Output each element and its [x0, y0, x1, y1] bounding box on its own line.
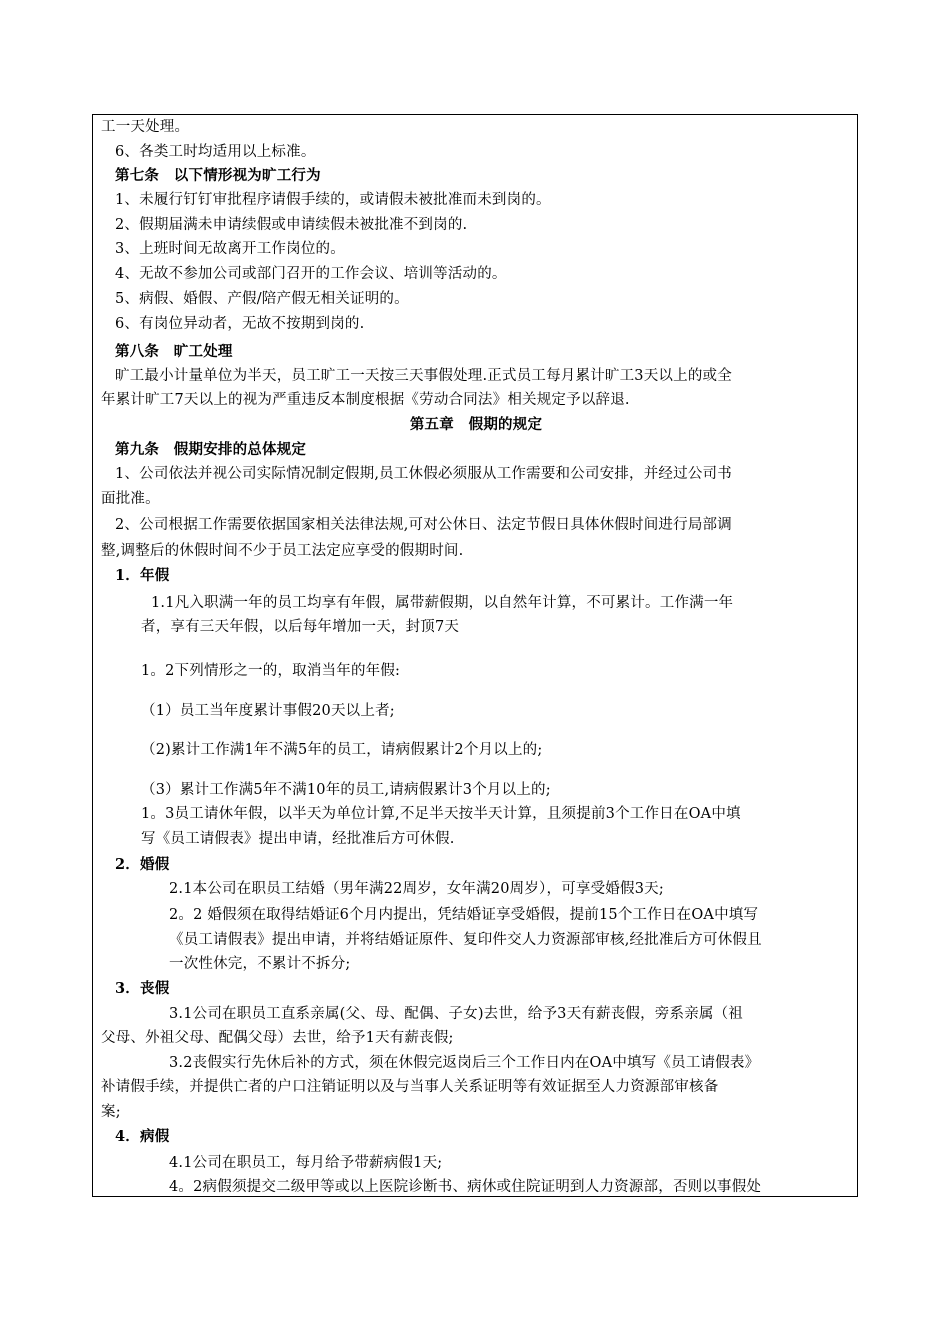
text-line: 3.2丧假实行先休后补的方式，须在休假完返岗后三个工作日内在OA中填写《员工请假表》	[169, 1055, 760, 1071]
section-heading: 2．婚假	[115, 856, 170, 873]
article-heading: 第八条 旷工处理	[115, 343, 233, 360]
text-line: 父母、外祖父母、配偶父母）去世，给予1天有薪丧假;	[101, 1030, 454, 1046]
section-heading: 3．丧假	[115, 980, 170, 997]
text-line: （1）员工当年度累计事假20天以上者;	[141, 703, 395, 719]
chapter-heading: 第五章 假期的规定	[409, 416, 543, 433]
text-line: 2.1本公司在职员工结婚（男年满22周岁，女年满20周岁），可享受婚假3天;	[169, 881, 664, 897]
text-line: 5、病假、婚假、产假/陪产假无相关证明的。	[115, 291, 409, 307]
text-line: 1、公司依法并视公司实际情况制定假期,员工休假必须服从工作需要和公司安排，并经过公司书	[115, 466, 732, 482]
text-line: 3.1公司在职员工直系亲属(父、母、配偶、子女)去世，给予3天有薪丧假，旁系亲属（祖	[169, 1006, 743, 1022]
text-line: 2、假期届满未申请续假或申请续假未被批准不到岗的.	[115, 217, 468, 233]
text-line: 1.1凡入职满一年的员工均享有年假，属带薪假期，以自然年计算，不可累计。工作满一年	[151, 595, 734, 611]
text-line: 3、上班时间无故离开工作岗位的。	[115, 241, 345, 257]
section-heading: 4．病假	[115, 1128, 170, 1145]
text-line: 6、有岗位异动者，无故不按期到岗的.	[115, 316, 365, 332]
text-line: 旷工最小计量单位为半天，员工旷工一天按三天事假处理.正式员工每月累计旷工3天以上的或全	[115, 368, 732, 384]
text-line: 年累计旷工7天以上的视为严重违反本制度根据《劳动合同法》相关规定予以辞退.	[101, 392, 630, 408]
text-line: 整,调整后的休假时间不少于员工法定应享受的假期时间.	[101, 543, 464, 559]
text-line: 4、无故不参加公司或部门召开的工作会议、培训等活动的。	[115, 266, 507, 282]
text-line: 4.1公司在职员工，每月给予带薪病假1天;	[169, 1155, 443, 1171]
text-line: 案;	[101, 1104, 121, 1120]
text-line: 写《员工请假表》提出申请，经批准后方可休假.	[141, 831, 455, 847]
text-line: 1。3员工请休年假，以半天为单位计算,不足半天按半天计算，且须提前3个工作日在OA中填	[141, 806, 741, 822]
section-heading: 1．年假	[115, 567, 170, 584]
text-line: 6、各类工时均适用以上标准。	[115, 144, 316, 160]
text-line: 2。2 婚假须在取得结婚证6个月内提出，凭结婚证享受婚假，提前15个工作日在OA中填写	[169, 907, 759, 923]
text-line: 4。2病假须提交二级甲等或以上医院诊断书、病休或住院证明到人力资源部，否则以事假处	[169, 1179, 762, 1195]
document-frame	[92, 114, 858, 1197]
text-line: 补请假手续，并提供亡者的户口注销证明以及与当事人关系证明等有效证据至人力资源部审核备	[101, 1079, 719, 1095]
text-line: 工一天处理。	[101, 119, 190, 135]
text-line: 面批准。	[101, 491, 160, 507]
text-line: 1。2下列情形之一的，取消当年的年假:	[141, 663, 401, 679]
text-line: 《员工请假表》提出申请，并将结婚证原件、复印件交人力资源部审核,经批准后方可休假且	[169, 932, 762, 948]
text-line: （3）累计工作满5年不满10年的员工,请病假累计3个月以上的;	[141, 782, 551, 798]
text-line: 一次性休完，不累计不拆分;	[169, 956, 351, 972]
text-line: 2、公司根据工作需要依据国家相关法律法规,可对公休日、法定节假日具体休假时间进行局部调	[115, 517, 732, 533]
text-line: 1、未履行钉钉审批程序请假手续的，或请假未被批准而未到岗的。	[115, 192, 551, 208]
text-line: 者，享有三天年假，以后每年增加一天，封顶7天	[141, 619, 460, 635]
article-heading: 第九条 假期安排的总体规定	[115, 441, 307, 458]
text-line: （2)累计工作满1年不满5年的员工，请病假累计2个月以上的;	[141, 742, 543, 758]
article-heading: 第七条 以下情形视为旷工行为	[115, 167, 321, 184]
